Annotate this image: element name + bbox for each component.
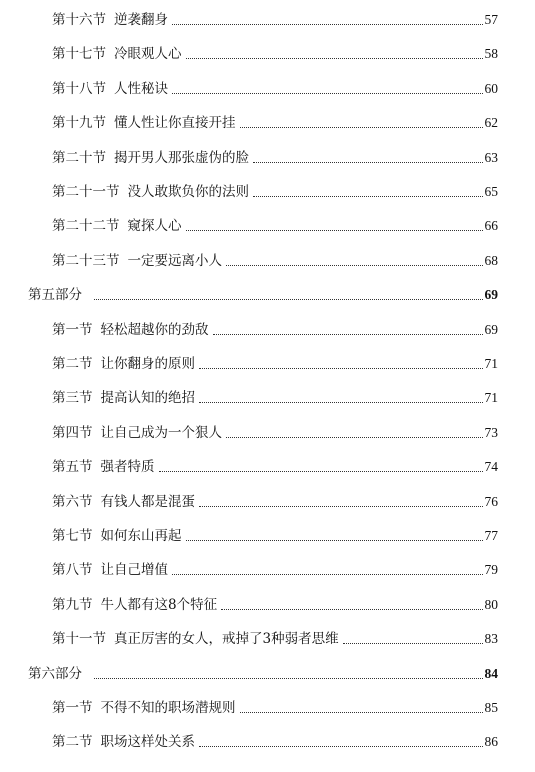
entry-title: 让自己增值 [100, 562, 168, 579]
toc-section-entry[interactable] [52, 522, 498, 544]
entry-title: 让你翻身的原则 [100, 356, 195, 372]
dot-leader [226, 265, 483, 266]
toc-section-entry[interactable] [52, 419, 498, 441]
entry-page-number: 71 [484, 390, 498, 406]
dot-leader [186, 230, 483, 231]
toc-section-entry[interactable] [52, 144, 498, 166]
dot-leader [172, 574, 483, 575]
entry-number: 第九节 [52, 596, 93, 613]
dot-leader [94, 299, 483, 300]
entry-title: 如何东山再起 [100, 528, 182, 544]
entry-page-number: 85 [484, 700, 498, 715]
toc-part-entry[interactable] [28, 281, 498, 303]
entry-number: 第一节 [52, 700, 93, 716]
dot-leader [172, 24, 483, 25]
dot-leader [221, 609, 482, 610]
entry-number: 第二十二节 [52, 218, 120, 235]
entry-title: 没人敢欺负你的法则 [127, 184, 249, 200]
toc-section-entry[interactable] [52, 591, 498, 613]
dot-leader [199, 506, 483, 507]
entry-page-number: 65 [484, 184, 498, 199]
entry-title: 一定要远离小人 [127, 252, 222, 269]
entry-number: 第二节 [52, 734, 93, 751]
entry-title: 职场这样处关系 [100, 734, 195, 751]
dot-leader [343, 643, 483, 644]
toc-section-entry[interactable] [52, 6, 498, 28]
entry-number: 第二节 [52, 356, 93, 372]
entry-page-number: 74 [484, 459, 498, 475]
dot-leader [172, 93, 483, 94]
dot-leader [253, 196, 483, 197]
entry-title: 懂人性让你直接开挂 [114, 115, 236, 132]
entry-page-number: 63 [484, 149, 498, 165]
entry-number: 第二十三节 [52, 252, 120, 269]
dot-leader [199, 368, 483, 369]
entry-page-number: 84 [484, 665, 498, 681]
entry-title: 轻松超越你的劲敌 [100, 321, 209, 338]
entry-number: 第二十一节 [52, 184, 120, 200]
entry-title: 让自己成为一个狠人 [100, 424, 222, 441]
entry-title: 有钱人都是混蛋 [100, 493, 195, 510]
entry-page-number: 83 [484, 631, 498, 647]
entry-number: 第五部分 [28, 287, 82, 304]
entry-number: 第十七节 [52, 46, 106, 63]
dot-leader [159, 471, 483, 472]
entry-title: 提高认知的绝招 [100, 390, 195, 407]
entry-title: 不得不知的职场潜规则 [100, 700, 236, 716]
entry-title: 真正厉害的女人，戒掉了3种弱者思维 [114, 631, 339, 648]
entry-title: 揭开男人那张虚伪的脸 [114, 149, 249, 166]
dot-leader [240, 127, 483, 128]
entry-page-number: 57 [484, 12, 498, 27]
dot-leader [199, 402, 483, 403]
toc-section-entry[interactable] [52, 384, 498, 406]
dot-leader [94, 678, 483, 679]
entry-number: 第二十节 [52, 149, 106, 166]
entry-number: 第十六节 [52, 12, 106, 28]
entry-number: 第十八节 [52, 80, 106, 97]
toc-section-entry[interactable] [52, 728, 498, 750]
dot-leader [186, 58, 483, 59]
entry-page-number: 58 [484, 46, 498, 62]
toc-section-entry[interactable] [52, 178, 498, 200]
entry-title: 窥探人心 [127, 218, 182, 235]
entry-page-number: 66 [484, 218, 498, 234]
toc-section-entry[interactable] [52, 350, 498, 372]
entry-page-number: 77 [484, 528, 498, 543]
entry-page-number: 80 [484, 596, 498, 612]
dot-leader [199, 746, 483, 747]
toc-section-entry[interactable] [52, 247, 498, 269]
entry-page-number: 73 [484, 424, 498, 440]
entry-number: 第五节 [52, 459, 93, 476]
entry-number: 第七节 [52, 528, 93, 544]
toc-section-entry[interactable] [52, 694, 498, 716]
toc-section-entry[interactable] [52, 453, 498, 475]
entry-title: 牛人都有这8个特征 [100, 596, 218, 613]
entry-page-number: 69 [484, 287, 498, 303]
dot-leader [240, 712, 483, 713]
entry-page-number: 62 [484, 115, 498, 131]
toc-section-entry[interactable] [52, 75, 498, 97]
toc-part-entry[interactable] [28, 660, 498, 682]
entry-page-number: 60 [484, 80, 498, 96]
toc-section-entry[interactable] [52, 488, 498, 510]
entry-page-number: 86 [484, 734, 498, 750]
entry-number: 第六节 [52, 493, 93, 510]
entry-number: 第八节 [52, 562, 93, 579]
toc-section-entry[interactable] [52, 556, 498, 578]
entry-title: 冷眼观人心 [114, 46, 182, 63]
entry-number: 第十一节 [52, 631, 106, 648]
toc-section-entry[interactable] [52, 212, 498, 234]
entry-number: 第六部分 [28, 665, 82, 682]
entry-page-number: 69 [484, 321, 498, 337]
entry-page-number: 79 [484, 562, 498, 578]
toc-section-entry[interactable] [52, 316, 498, 338]
dot-leader [213, 334, 483, 335]
entry-title: 逆袭翻身 [114, 12, 168, 28]
entry-page-number: 76 [484, 493, 498, 509]
dot-leader [226, 437, 483, 438]
entry-title: 人性秘诀 [114, 80, 168, 97]
toc-section-entry[interactable] [52, 625, 498, 647]
entry-page-number: 71 [484, 356, 498, 371]
dot-leader [253, 162, 483, 163]
entry-number: 第三节 [52, 390, 93, 407]
toc-section-entry[interactable] [52, 109, 498, 131]
toc-section-entry[interactable] [52, 40, 498, 62]
entry-number: 第四节 [52, 424, 93, 441]
entry-title: 强者特质 [100, 459, 155, 476]
entry-number: 第一节 [52, 321, 93, 338]
dot-leader [186, 540, 483, 541]
entry-page-number: 68 [484, 252, 498, 268]
entry-number: 第十九节 [52, 115, 106, 132]
